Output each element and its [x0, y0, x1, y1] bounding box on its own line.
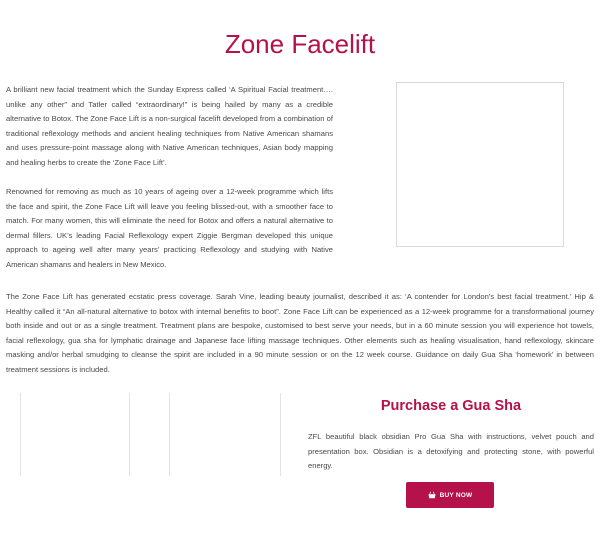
column-divider — [280, 393, 281, 476]
basket-icon — [428, 491, 436, 499]
buy-now-button[interactable] — [406, 482, 494, 508]
column-divider — [169, 393, 170, 476]
intro-paragraph-3: The Zone Face Lift has generated ecstatic press coverage. Sarah Vine, leading beauty journalist, described it as: ‘A contender for London’s best facial treatment.’ Hip & Healthy called it “An all-natural alternative to botox with internal benefits to boot”. Zone Face Lift can be experienced as a 12-week programme for a transformational journey both inside and out or as a single treatment. Treatment plans are bespoke, customised to best serve your needs, but in a 60 minute session you will experience hot towels, facial reflexology, gua sha for lymphatic drainage and Japanese face lifting massage techniques. Other elements such as healing visualisation, hand reflexology, skincare masking and/or herbal smudging to cleanse the spirit are included in a 90 minute session or on the 12 week course. Guidance on daily Gua Sha ‘homework’ in between treatment sessions is included. — [6, 292, 594, 374]
product-description: ZFL beautiful black obsidian Pro Gua Sha with instructions, velvet pouch and presentation box. Obsidian is a detoxifying and protecting stone, with powerful energy. — [308, 432, 594, 471]
product-title: Purchase a Gua Sha — [380, 398, 522, 414]
column-divider — [129, 393, 130, 476]
page-title: Zone Facelift — [224, 29, 376, 59]
intro-paragraph-1: A brilliant new facial treatment which the Sunday Express called ‘A Spiritual Facial treatment…. unlike any other” and Tatler called “extraordinary!” is being hailed by many as a credible alternative to Botox. The Zone Face Lift is a non-surgical facelift developed from a combination of traditional reflexology methods and ancient healing techniques from Native American shamans and uses pressure-point massage along with Native American techniques, Asian body mapping and healing herbs to create the ‘Zone Face Lift’. — [6, 85, 333, 167]
buy-now-label: BUY NOW — [439, 491, 473, 499]
image-placeholder — [396, 82, 564, 247]
intro-paragraph-2: Renowned for removing as much as 10 years of ageing over a 12-week programme which lifts the face and spirit, the Zone Face Lift will leave you feeling blissed-out, with a smoother face to match. For many women, this will eliminate the need for Botox and offers a natural alternative to dermal fillers. UK’s leading Facial Reflexology expert Ziggie Bergman developed this unique approach to ageing well after many years’ practicing Reflexology and studying with Native American shamans and healers in New Mexico. — [6, 187, 333, 269]
column-divider — [20, 393, 21, 476]
